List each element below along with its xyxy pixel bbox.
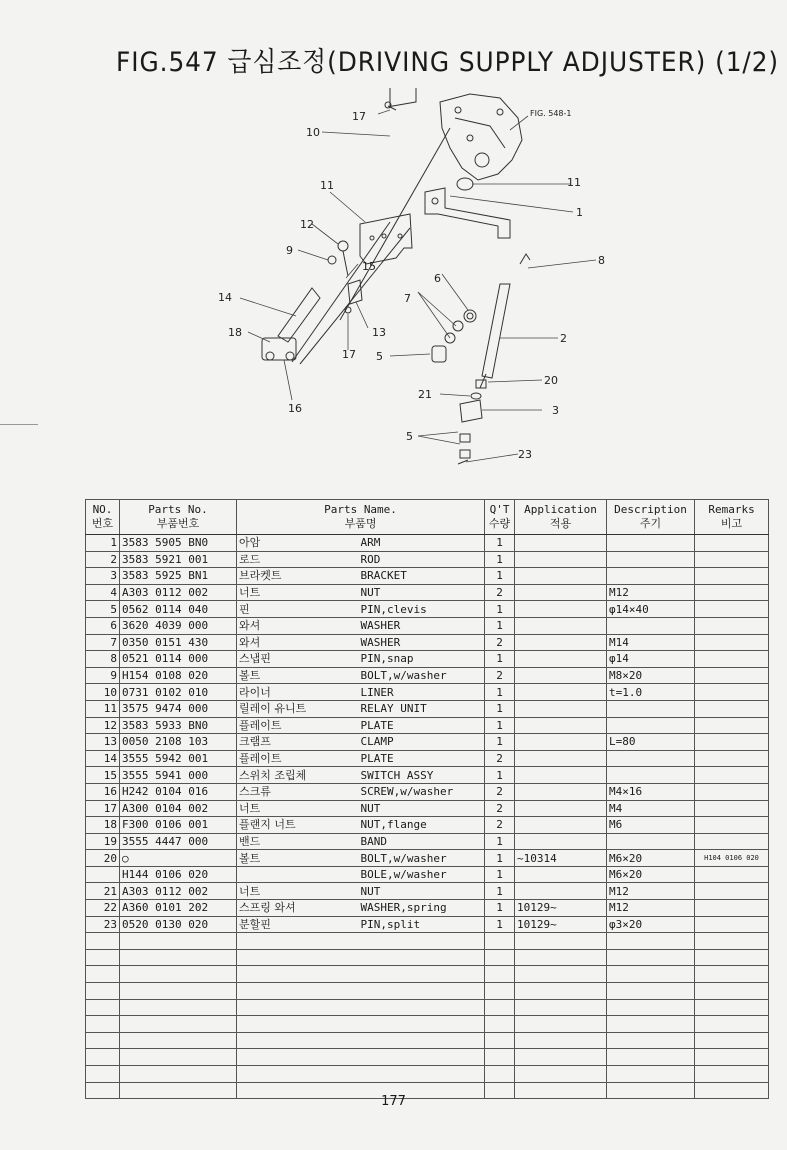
empty-table-row	[86, 966, 769, 983]
quantity-cell: 2	[485, 783, 515, 800]
callout-8: 8	[598, 254, 605, 267]
part-name-korean-cell: 너트	[237, 584, 359, 601]
header-remarks: Remarks 비고	[695, 500, 769, 535]
part-name-korean-cell: 스크류	[237, 783, 359, 800]
quantity-cell: 2	[485, 817, 515, 834]
part-number-cell: 17	[86, 800, 120, 817]
part-number-cell	[86, 866, 120, 883]
table-row	[86, 783, 769, 800]
part-number-cell: 10	[86, 684, 120, 701]
part-code-cell: A303 0112 002	[120, 584, 237, 601]
remarks-cell	[695, 568, 769, 585]
quantity-cell: 2	[485, 800, 515, 817]
part-number-cell: 12	[86, 717, 120, 734]
table-row	[86, 883, 769, 900]
part-number-cell: 4	[86, 584, 120, 601]
table-row	[86, 684, 769, 701]
part-name-english-cell: SCREW,w/washer	[359, 783, 485, 800]
quantity-cell: 2	[485, 667, 515, 684]
part-name-english-cell: RELAY UNIT	[359, 700, 485, 717]
remarks-cell	[695, 584, 769, 601]
quantity-cell: 1	[485, 684, 515, 701]
callout-13: 12	[300, 218, 314, 231]
part-code-cell: 3583 5905 BN0	[120, 535, 237, 552]
callout-19: 18	[228, 326, 242, 339]
part-code-cell: F300 0106 001	[120, 817, 237, 834]
description-cell	[607, 568, 695, 585]
part-code-cell: 3583 5933 BN0	[120, 717, 237, 734]
remarks-cell	[695, 651, 769, 668]
part-code-cell: 3620 4039 000	[120, 617, 237, 634]
table-row	[86, 866, 769, 883]
quantity-cell: 1	[485, 916, 515, 933]
part-name-korean-cell: 플랜지 너트	[237, 817, 359, 834]
part-name-english-cell: NUT	[359, 584, 485, 601]
application-cell	[515, 700, 607, 717]
table-header-row	[86, 500, 769, 535]
callout-1: 1	[576, 206, 583, 219]
remarks-cell: H104 0106 020	[695, 850, 769, 867]
part-name-korean-cell: 너트	[237, 800, 359, 817]
quantity-cell: 1	[485, 717, 515, 734]
remarks-cell	[695, 535, 769, 552]
page-number: 177	[381, 1094, 406, 1109]
part-name-korean-cell	[237, 866, 359, 883]
description-cell: M4	[607, 800, 695, 817]
part-number-cell: 21	[86, 883, 120, 900]
rod-part	[482, 284, 510, 378]
description-cell: M6×20	[607, 850, 695, 867]
callout-23: 23	[518, 448, 532, 461]
part-code-cell: A360 0101 202	[120, 900, 237, 917]
remarks-cell	[695, 601, 769, 618]
table-row	[86, 584, 769, 601]
callout-17: 15	[362, 260, 376, 273]
part-name-korean-cell: 스냅핀	[237, 651, 359, 668]
part-code-cell: ○	[120, 850, 237, 867]
remarks-cell	[695, 817, 769, 834]
empty-table-row	[86, 933, 769, 950]
part-name-english-cell: SWITCH ASSY	[359, 767, 485, 784]
part-code-cell: 0562 0114 040	[120, 601, 237, 618]
description-cell	[607, 767, 695, 784]
description-cell: M6×20	[607, 866, 695, 883]
remarks-cell	[695, 783, 769, 800]
remarks-cell	[695, 551, 769, 568]
part-number-cell: 16	[86, 783, 120, 800]
description-cell	[607, 717, 695, 734]
part-number-cell: 14	[86, 750, 120, 767]
quantity-cell: 1	[485, 551, 515, 568]
liner-part	[457, 178, 473, 190]
empty-table-row	[86, 1049, 769, 1066]
part-code-cell: 3555 5942 001	[120, 750, 237, 767]
header-description: Description 주기	[607, 500, 695, 535]
part-name-english-cell: PIN,clevis	[359, 601, 485, 618]
application-cell	[515, 800, 607, 817]
callout-11: 10	[306, 126, 320, 139]
part-code-cell: 3583 5921 001	[120, 551, 237, 568]
description-cell: L=80	[607, 734, 695, 751]
description-cell: M12	[607, 584, 695, 601]
part-name-korean-cell: 플레이트	[237, 750, 359, 767]
application-cell	[515, 734, 607, 751]
part-name-english-cell: BRACKET	[359, 568, 485, 585]
part-name-korean-cell: 로드	[237, 551, 359, 568]
quantity-cell: 1	[485, 700, 515, 717]
application-cell	[515, 883, 607, 900]
part-name-korean-cell: 라이너	[237, 684, 359, 701]
part-number-cell: 2	[86, 551, 120, 568]
callout-4: 5	[406, 430, 413, 443]
part-code-cell: 3583 5925 BN1	[120, 568, 237, 585]
table-row	[86, 833, 769, 850]
part-code-cell: 0520 0130 020	[120, 916, 237, 933]
part-name-korean-cell: 핀	[237, 601, 359, 618]
header-qty: Q'T 수량	[485, 500, 515, 535]
arm-part	[425, 188, 510, 238]
callout-20: 17	[352, 110, 366, 123]
part-name-english-cell: CLAMP	[359, 734, 485, 751]
callout-2: 2	[560, 332, 567, 345]
header-name: Parts Name. 부품명	[237, 500, 485, 535]
part-number-cell: 6	[86, 617, 120, 634]
remarks-cell	[695, 883, 769, 900]
description-cell	[607, 700, 695, 717]
part-name-english-cell: BAND	[359, 833, 485, 850]
part-name-english-cell: NUT	[359, 883, 485, 900]
application-cell	[515, 667, 607, 684]
table-row	[86, 717, 769, 734]
callout-9: 9	[286, 244, 293, 257]
part-number-cell: 1	[86, 535, 120, 552]
description-cell	[607, 750, 695, 767]
remarks-cell	[695, 717, 769, 734]
remarks-cell	[695, 617, 769, 634]
application-cell: 10129~	[515, 900, 607, 917]
part-number-cell: 11	[86, 700, 120, 717]
application-cell	[515, 866, 607, 883]
empty-table-row	[86, 1066, 769, 1083]
parts-table	[85, 499, 769, 1099]
application-cell	[515, 634, 607, 651]
callout-18: 17	[342, 348, 356, 361]
part-name-korean-cell: 릴레이 유니트	[237, 700, 359, 717]
application-cell	[515, 551, 607, 568]
part-name-korean-cell: 너트	[237, 883, 359, 900]
margin-mark	[0, 424, 38, 425]
part-name-korean-cell: 밴드	[237, 833, 359, 850]
application-cell	[515, 767, 607, 784]
part-name-korean-cell: 스위치 조립체	[237, 767, 359, 784]
part-number-cell: 23	[86, 916, 120, 933]
part-name-korean-cell: 볼트	[237, 850, 359, 867]
callout-12: 11	[320, 179, 334, 192]
remarks-cell	[695, 916, 769, 933]
part-code-cell: 0350 0151 430	[120, 634, 237, 651]
part-number-cell: 13	[86, 734, 120, 751]
part-name-english-cell: NUT,flange	[359, 817, 485, 834]
part-name-english-cell: BOLT,w/washer	[359, 667, 485, 684]
quantity-cell: 1	[485, 833, 515, 850]
description-cell	[607, 535, 695, 552]
part-number-cell: 8	[86, 651, 120, 668]
table-row	[86, 667, 769, 684]
table-row	[86, 651, 769, 668]
application-cell	[515, 584, 607, 601]
application-cell	[515, 817, 607, 834]
description-cell: φ3×20	[607, 916, 695, 933]
remarks-cell	[695, 667, 769, 684]
empty-table-row	[86, 999, 769, 1016]
description-cell: t=1.0	[607, 684, 695, 701]
quantity-cell: 1	[485, 900, 515, 917]
table-row	[86, 850, 769, 867]
table-row	[86, 916, 769, 933]
callout-16: 16	[288, 402, 302, 415]
exploded-view-diagram	[200, 88, 620, 478]
part-name-english-cell: BOLE,w/washer	[359, 866, 485, 883]
table-row	[86, 634, 769, 651]
table-row	[86, 601, 769, 618]
part-number-cell: 20	[86, 850, 120, 867]
part-name-english-cell: WASHER	[359, 617, 485, 634]
bracket-part	[460, 400, 482, 422]
header-part-no: Parts No. 부품번호	[120, 500, 237, 535]
quantity-cell: 1	[485, 651, 515, 668]
quantity-cell: 1	[485, 568, 515, 585]
description-cell	[607, 551, 695, 568]
callout-21: 20	[544, 374, 558, 387]
part-code-cell: 0050 2108 103	[120, 734, 237, 751]
part-name-english-cell: WASHER	[359, 634, 485, 651]
remarks-cell	[695, 684, 769, 701]
part-name-korean-cell: 분할핀	[237, 916, 359, 933]
part-name-korean-cell: 브라켓트	[237, 568, 359, 585]
part-number-cell: 18	[86, 817, 120, 834]
part-name-korean-cell: 아암	[237, 535, 359, 552]
callout-3: 3	[552, 404, 559, 417]
table-row	[86, 900, 769, 917]
quantity-cell: 1	[485, 883, 515, 900]
remarks-cell	[695, 800, 769, 817]
quantity-cell: 1	[485, 734, 515, 751]
table-row	[86, 535, 769, 552]
part-name-english-cell: PIN,snap	[359, 651, 485, 668]
quantity-cell: 2	[485, 634, 515, 651]
remarks-cell	[695, 767, 769, 784]
table-row	[86, 817, 769, 834]
part-name-english-cell: PIN,split	[359, 916, 485, 933]
callout-5: 5	[376, 350, 383, 363]
parts-table-body	[86, 535, 769, 1099]
empty-table-row	[86, 1016, 769, 1033]
header-no: NO. 번호	[86, 500, 120, 535]
quantity-cell: 1	[485, 866, 515, 883]
part-number-cell: 15	[86, 767, 120, 784]
part-number-cell: 9	[86, 667, 120, 684]
application-cell	[515, 568, 607, 585]
part-name-korean-cell: 와셔	[237, 634, 359, 651]
part-name-korean-cell: 스프링 와셔	[237, 900, 359, 917]
application-cell	[515, 651, 607, 668]
part-name-english-cell: PLATE	[359, 717, 485, 734]
callout-22: 21	[418, 388, 432, 401]
application-cell	[515, 717, 607, 734]
table-row	[86, 700, 769, 717]
part-name-korean-cell: 볼트	[237, 667, 359, 684]
quantity-cell: 1	[485, 767, 515, 784]
relay-unit-part	[390, 88, 416, 106]
description-cell: M4×16	[607, 783, 695, 800]
application-cell: ~10314	[515, 850, 607, 867]
table-row	[86, 551, 769, 568]
page-title: FIG.547 급심조정(DRIVING SUPPLY ADJUSTER) (1/2)	[116, 47, 780, 78]
remarks-cell	[695, 866, 769, 883]
part-name-korean-cell: 크램프	[237, 734, 359, 751]
quantity-cell: 2	[485, 584, 515, 601]
header-application: Application 적용	[515, 500, 607, 535]
part-code-cell: 3555 4447 000	[120, 833, 237, 850]
part-name-english-cell: BOLT,w/washer	[359, 850, 485, 867]
part-number-cell: 19	[86, 833, 120, 850]
part-code-cell: H242 0104 016	[120, 783, 237, 800]
part-name-english-cell: ROD	[359, 551, 485, 568]
part-code-cell: H144 0106 020	[120, 866, 237, 883]
application-cell: 10129~	[515, 916, 607, 933]
callout-10: 11	[567, 176, 581, 189]
part-code-cell: H154 0108 020	[120, 667, 237, 684]
part-name-english-cell: ARM	[359, 535, 485, 552]
remarks-cell	[695, 700, 769, 717]
description-cell	[607, 617, 695, 634]
part-code-cell: A303 0112 002	[120, 883, 237, 900]
table-row	[86, 800, 769, 817]
table-row	[86, 750, 769, 767]
remarks-cell	[695, 833, 769, 850]
empty-table-row	[86, 983, 769, 1000]
part-name-korean-cell: 플레이트	[237, 717, 359, 734]
description-cell: M14	[607, 634, 695, 651]
description-cell: M6	[607, 817, 695, 834]
figure-ref-label: FIG. 548-1	[530, 109, 572, 118]
part-code-cell: A300 0104 002	[120, 800, 237, 817]
part-code-cell: 3575 9474 000	[120, 700, 237, 717]
quantity-cell: 1	[485, 535, 515, 552]
application-cell	[515, 750, 607, 767]
part-name-english-cell: NUT	[359, 800, 485, 817]
remarks-cell	[695, 750, 769, 767]
application-cell	[515, 783, 607, 800]
description-cell: M12	[607, 883, 695, 900]
quantity-cell: 2	[485, 750, 515, 767]
remarks-cell	[695, 900, 769, 917]
empty-table-row	[86, 949, 769, 966]
application-cell	[515, 601, 607, 618]
description-cell: φ14×40	[607, 601, 695, 618]
description-cell: M12	[607, 900, 695, 917]
application-cell	[515, 684, 607, 701]
description-cell	[607, 833, 695, 850]
application-cell	[515, 617, 607, 634]
part-code-cell: 0521 0114 000	[120, 651, 237, 668]
part-name-english-cell: PLATE	[359, 750, 485, 767]
quantity-cell: 1	[485, 601, 515, 618]
description-cell: φ14	[607, 651, 695, 668]
callout-7: 7	[404, 292, 411, 305]
table-row	[86, 734, 769, 751]
table-row	[86, 568, 769, 585]
application-cell	[515, 833, 607, 850]
application-cell	[515, 535, 607, 552]
table-row	[86, 617, 769, 634]
part-code-cell: 3555 5941 000	[120, 767, 237, 784]
part-number-cell: 5	[86, 601, 120, 618]
part-name-english-cell: LINER	[359, 684, 485, 701]
empty-table-row	[86, 1032, 769, 1049]
callout-6: 6	[434, 272, 441, 285]
part-name-english-cell: WASHER,spring	[359, 900, 485, 917]
part-code-cell: 0731 0102 010	[120, 684, 237, 701]
quantity-cell: 1	[485, 850, 515, 867]
remarks-cell	[695, 734, 769, 751]
part-name-korean-cell: 와셔	[237, 617, 359, 634]
callout-14: 13	[372, 326, 386, 339]
part-number-cell: 22	[86, 900, 120, 917]
description-cell: M8×20	[607, 667, 695, 684]
callout-15: 14	[218, 291, 232, 304]
table-row	[86, 767, 769, 784]
quantity-cell: 1	[485, 617, 515, 634]
part-number-cell: 7	[86, 634, 120, 651]
part-number-cell: 3	[86, 568, 120, 585]
switch-assy-part	[278, 288, 320, 342]
remarks-cell	[695, 634, 769, 651]
